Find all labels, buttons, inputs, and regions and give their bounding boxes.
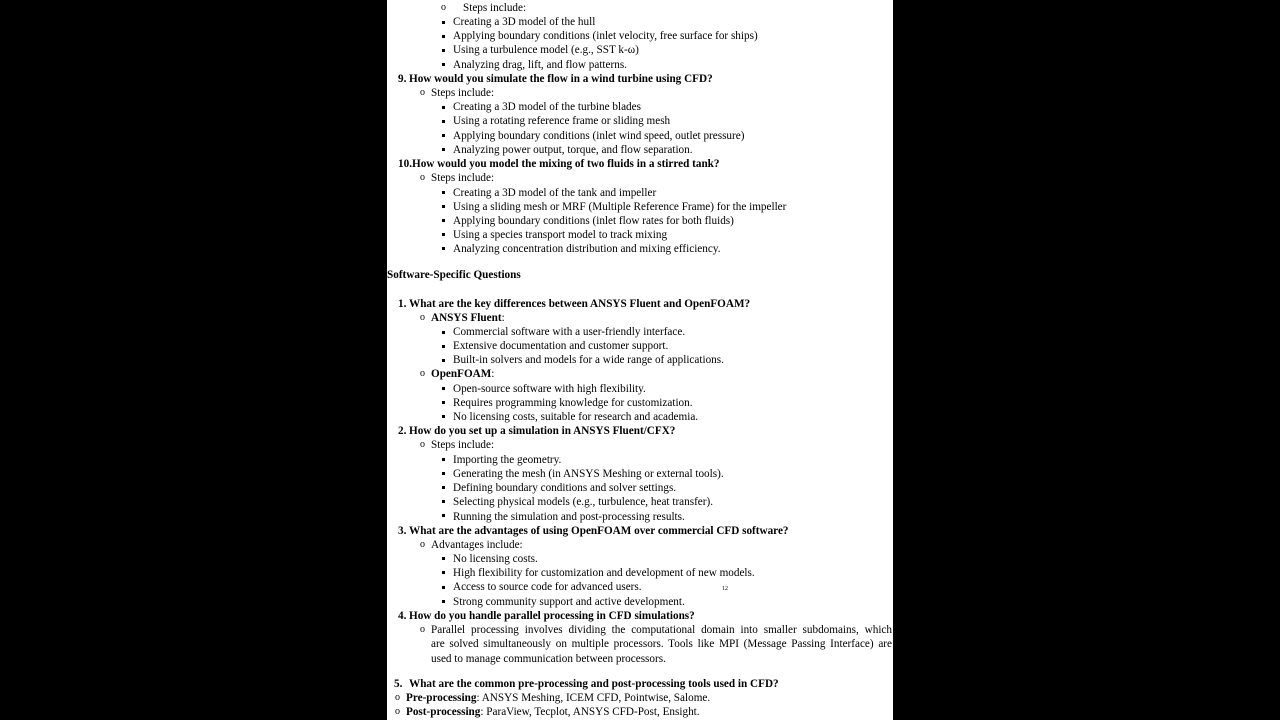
square-bullet-icon [442,106,445,109]
list-item: Commercial software with a user-friendly interface. [453,326,686,338]
steps-label: Steps include: [431,439,495,451]
steps-label: Advantages include: [431,539,523,551]
square-bullet-icon [442,600,445,603]
list-item: Importing the geometry. [453,454,562,466]
square-bullet-icon [442,219,445,222]
square-bullet-icon [442,586,445,589]
square-bullet-icon [442,359,445,362]
circle-bullet-icon: o [420,312,425,323]
square-bullet-icon [442,401,445,404]
steps-label: Steps include: [463,2,527,14]
circle-bullet-icon: o [420,172,425,183]
list-item: Using a species transport model to track mixing [453,229,668,241]
square-bullet-icon [442,345,445,348]
square-bullet-icon [442,191,445,194]
list-item: Open-source software with high flexibility. [453,383,646,395]
question-number: 4. [398,610,407,622]
circle-bullet-icon: o [420,87,425,98]
question-title: What are the common pre-processing and post-processing tools used in CFD? [409,678,779,690]
list-item: Analyzing concentration distribution and mixing efficiency. [453,243,721,255]
square-bullet-icon [442,486,445,489]
question-title: How would you model the mixing of two fluids in a stirred tank? [412,158,720,170]
list-item: Strong community support and active development. [453,596,685,608]
list-item: No licensing costs, suitable for research and academia. [453,411,699,423]
square-bullet-icon [442,247,445,250]
list-item: No licensing costs. [453,553,538,565]
question-title: What are the advantages of using OpenFOAM over commercial CFD software? [409,525,789,537]
square-bullet-icon [442,557,445,560]
list-item: Using a turbulence model (e.g., SST k-ω) [453,44,639,56]
square-bullet-icon [442,458,445,461]
square-bullet-icon [442,21,445,24]
list-item: Using a rotating reference frame or sliding mesh [453,115,671,127]
square-bullet-icon [442,415,445,418]
question-title: What are the key differences between ANSYS Fluent and OpenFOAM? [409,298,751,310]
question-number: 9. [398,73,407,85]
square-bullet-icon [442,387,445,390]
steps-label: Steps include: [431,87,495,99]
question-title: How do you handle parallel processing in CFD simulations? [409,610,695,622]
question-number: 3. [398,525,407,537]
list-item: Using a sliding mesh or MRF (Multiple Reference Frame) for the impeller [453,201,787,213]
square-bullet-icon [442,331,445,334]
question-number: 1. [398,298,407,310]
list-item: Creating a 3D model of the tank and impeller [453,187,657,199]
list-item: Applying boundary conditions (inlet velocity, free surface for ships) [453,30,758,42]
question-title: How would you simulate the flow in a wind turbine using CFD? [409,73,713,85]
list-item: Running the simulation and post-processing results. [453,511,685,523]
list-item: Applying boundary conditions (inlet wind speed, outlet pressure) [453,130,745,142]
square-bullet-icon [442,148,445,151]
list-item: Built-in solvers and models for a wide range of applications. [453,354,724,366]
document-page [387,0,893,720]
section-heading: Software-Specific Questions [387,269,521,281]
paragraph-line: Parallel processing involves dividing the computational domain into smaller subdomains, which [431,624,892,636]
list-item: Post-processing: ParaView, Tecplot, ANSYS CFD-Post, Ensight. [406,706,700,718]
question-number: 2. [398,425,407,437]
circle-bullet-icon: o [395,692,400,703]
question-title: How do you set up a simulation in ANSYS Fluent/CFX? [409,425,676,437]
square-bullet-icon [442,63,445,66]
steps-label: Steps include: [431,172,495,184]
list-item: Creating a 3D model of the turbine blades [453,101,641,113]
list-item: Creating a 3D model of the hull [453,16,596,28]
circle-bullet-icon: o [420,539,425,550]
square-bullet-icon [442,514,445,517]
circle-bullet-icon: o [420,439,425,450]
list-item: Extensive documentation and customer support. [453,340,669,352]
square-bullet-icon [442,472,445,475]
list-item: Pre-processing: ANSYS Meshing, ICEM CFD, Pointwise, Salome. [406,692,711,704]
square-bullet-icon [442,571,445,574]
list-item: Generating the mesh (in ANSYS Meshing or external tools). [453,468,724,480]
paragraph-line: are solved simultaneously on multiple processors. Tools like MPI (Message Passing Interface) are [431,638,892,650]
list-item: High flexibility for customization and development of new models. [453,567,755,579]
circle-bullet-icon: o [420,624,425,635]
subheading: OpenFOAM: [431,368,495,380]
circle-bullet-icon: o [420,368,425,379]
subheading: ANSYS Fluent: [431,312,505,324]
list-item: Access to source code for advanced users. [453,581,642,593]
list-item: Defining boundary conditions and solver settings. [453,482,677,494]
question-number: 10. [398,158,412,170]
square-bullet-icon [442,35,445,38]
circle-bullet-icon: o [441,2,446,13]
circle-bullet-icon: o [395,706,400,717]
list-item: Requires programming knowledge for customization. [453,397,693,409]
square-bullet-icon [442,49,445,52]
square-bullet-icon [442,500,445,503]
list-item: Applying boundary conditions (inlet flow rates for both fluids) [453,215,734,227]
square-bullet-icon [442,134,445,137]
square-bullet-icon [442,120,445,123]
list-item: Analyzing drag, lift, and flow patterns. [453,59,627,71]
square-bullet-icon [442,233,445,236]
list-item: Analyzing power output, torque, and flow separation. [453,144,693,156]
square-bullet-icon [442,205,445,208]
page-number: 12 [722,586,728,592]
list-item: Selecting physical models (e.g., turbulence, heat transfer). [453,496,714,508]
paragraph-line: used to manage communication between processors. [431,653,666,665]
question-number: 5. [394,678,403,690]
